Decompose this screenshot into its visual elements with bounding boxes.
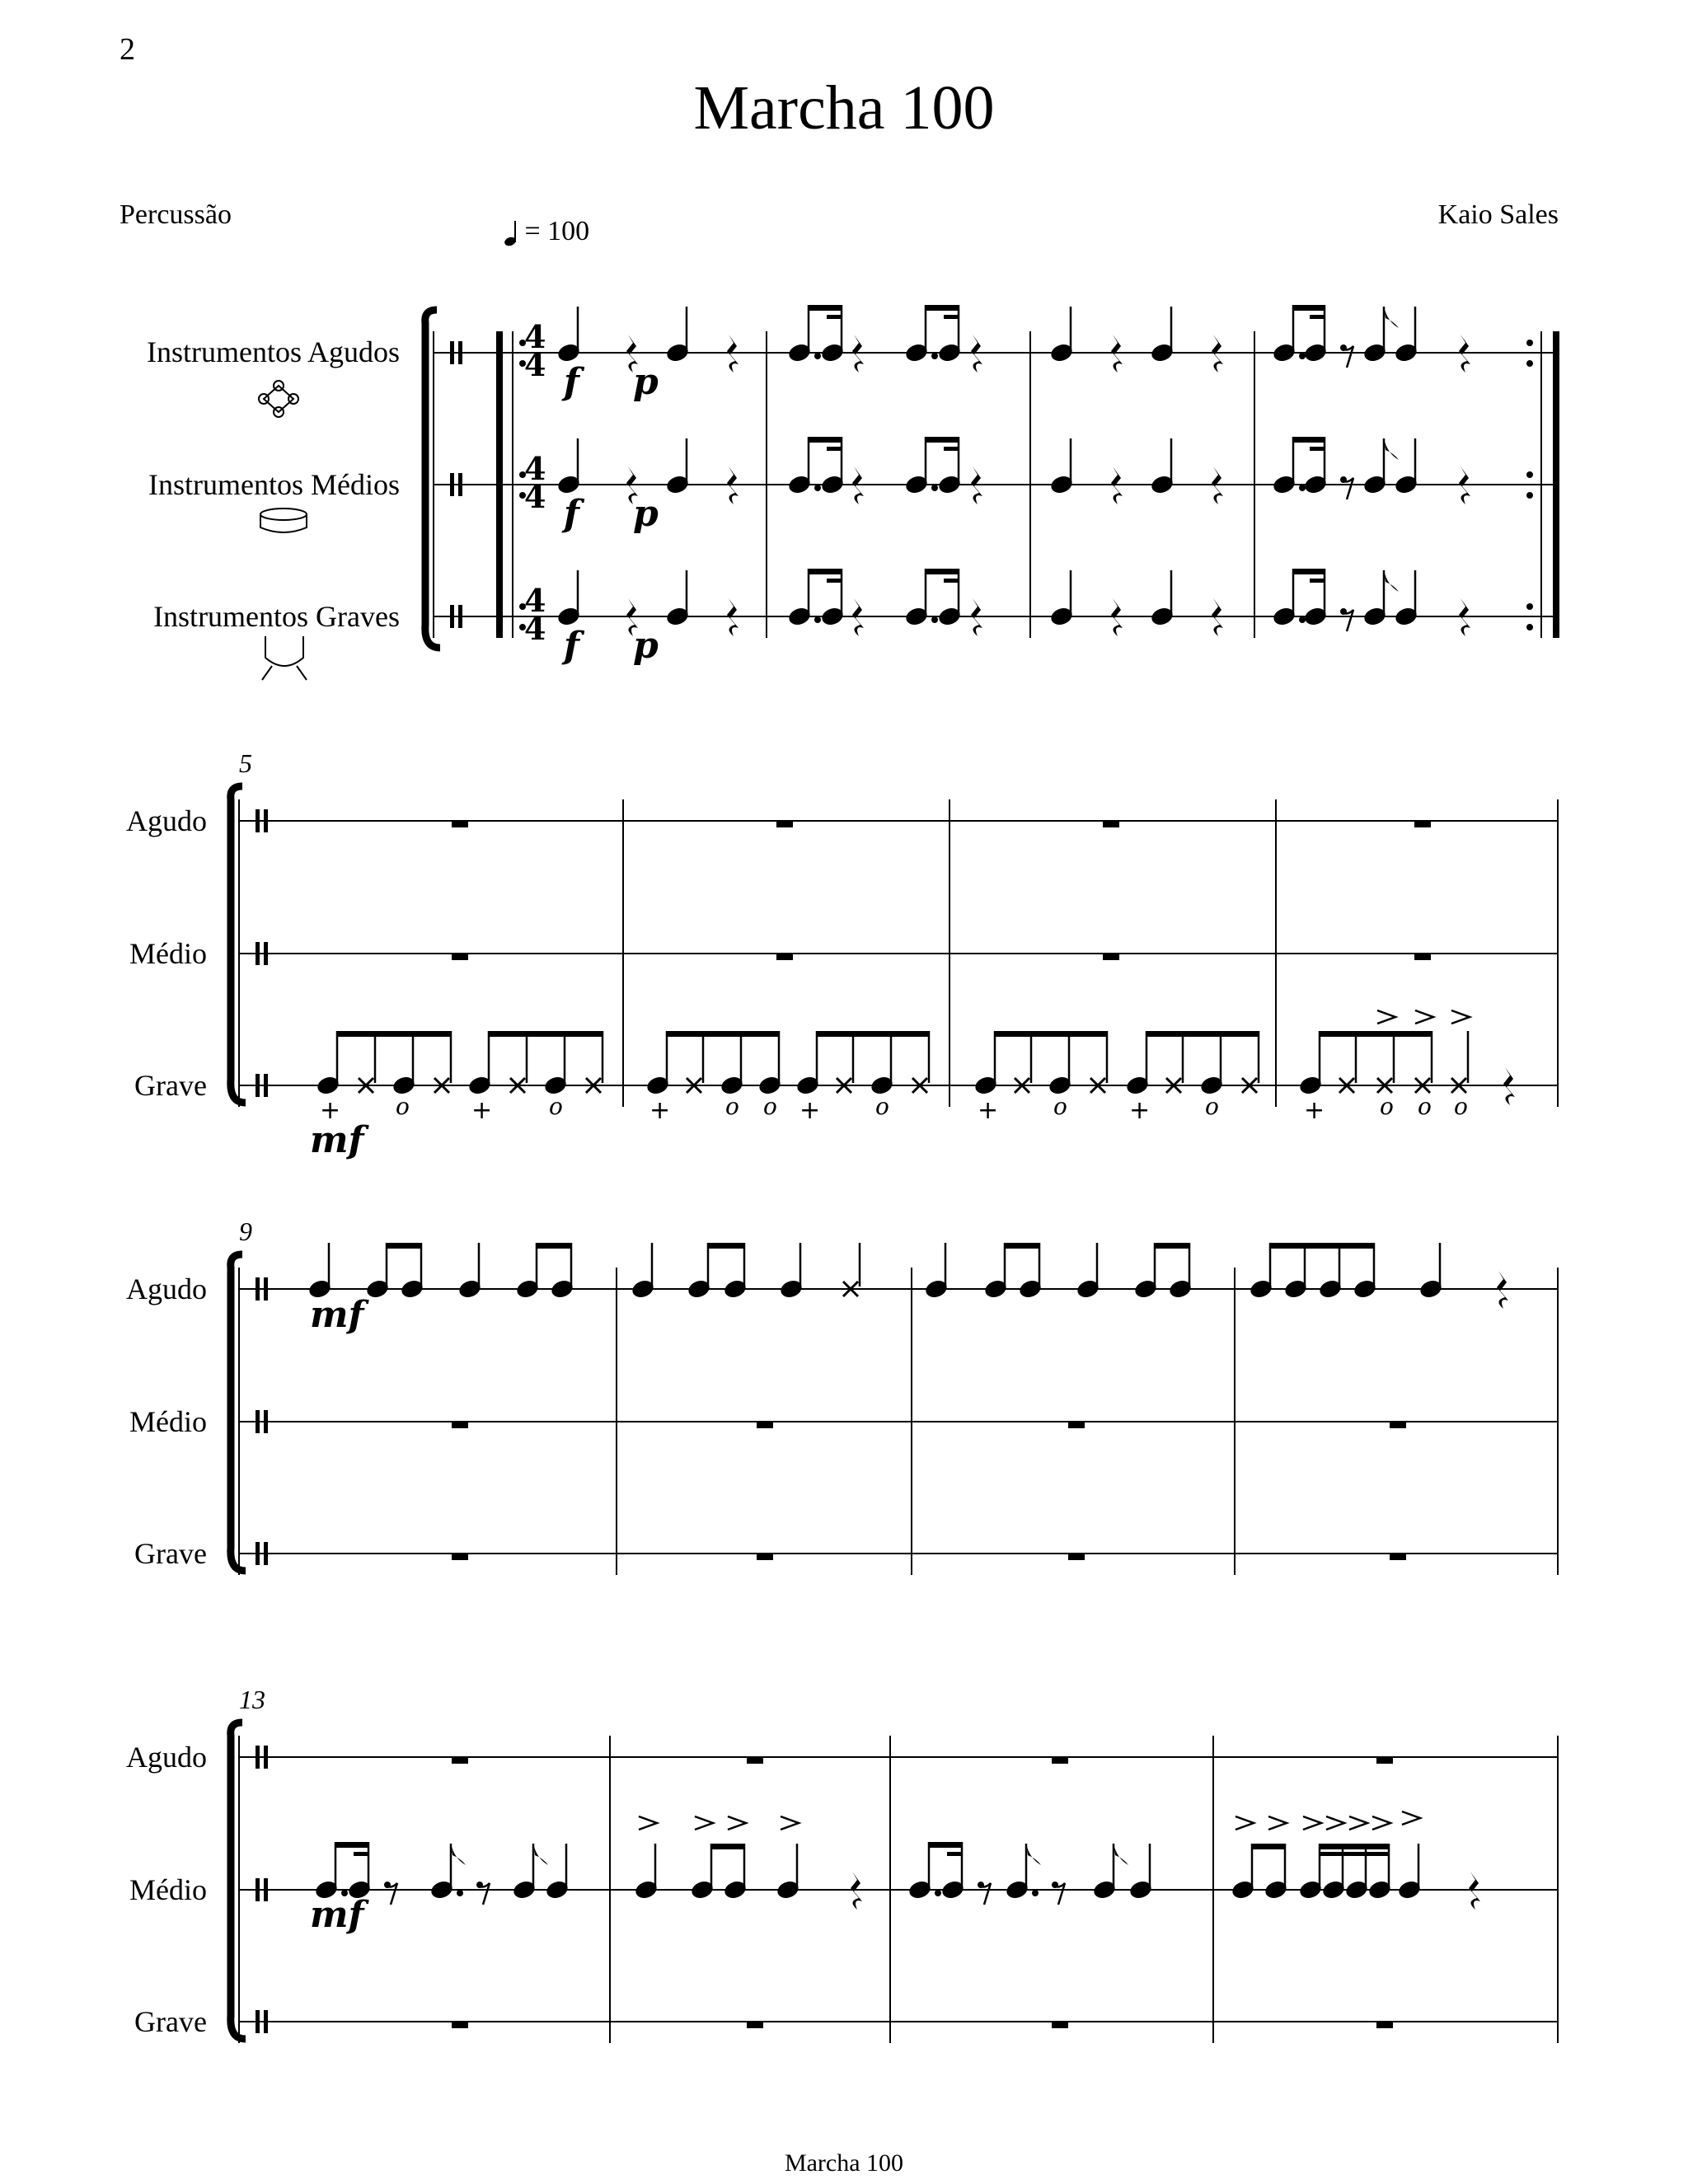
augmentation-dot xyxy=(931,485,938,491)
note-flag xyxy=(1384,570,1399,592)
augmentation-dot xyxy=(1299,616,1306,623)
staff-label-agudo: Agudo xyxy=(126,804,207,837)
beam xyxy=(944,579,959,583)
svg-text:+: + xyxy=(978,1096,999,1125)
beam xyxy=(947,1852,962,1856)
staff-label-medios: Instrumentos Médios xyxy=(148,468,400,501)
svg-text:4: 4 xyxy=(524,478,546,515)
svg-text:4: 4 xyxy=(524,318,546,355)
agogo-icon xyxy=(259,381,298,417)
score-title: Marcha 100 xyxy=(693,73,995,143)
beam xyxy=(995,1031,1107,1037)
beam xyxy=(944,447,959,451)
beam xyxy=(1005,1243,1039,1249)
svg-text:o: o xyxy=(396,1093,410,1120)
accent-mark xyxy=(1268,1816,1287,1830)
beam xyxy=(929,1842,962,1848)
beam xyxy=(708,1243,744,1249)
staff-label-agudo: Agudo xyxy=(126,1272,207,1305)
eighth-rest xyxy=(1055,1883,1065,1905)
beam xyxy=(1146,1031,1259,1037)
accent-mark xyxy=(1236,1816,1254,1830)
accent-mark xyxy=(1377,1010,1395,1024)
augmentation-dot xyxy=(1299,485,1306,491)
svg-text:o: o xyxy=(549,1093,563,1120)
beam xyxy=(1293,569,1325,574)
svg-text:o: o xyxy=(1380,1093,1394,1120)
beam xyxy=(387,1243,421,1249)
svg-text:+: + xyxy=(1304,1096,1325,1125)
dynamic-mark: p xyxy=(633,493,659,535)
staff-label-graves: Instrumentos Graves xyxy=(153,600,400,633)
beam xyxy=(1310,315,1325,319)
eighth-rest xyxy=(1343,478,1353,499)
note-flag xyxy=(1384,438,1399,460)
accent-mark xyxy=(1402,1811,1420,1825)
accent-mark xyxy=(695,1816,713,1830)
beam xyxy=(1293,437,1325,443)
augmentation-dot xyxy=(814,485,821,491)
page-number: 2 xyxy=(120,32,135,67)
svg-text:+: + xyxy=(649,1096,671,1125)
beam xyxy=(1320,1844,1389,1849)
eighth-rest xyxy=(1343,610,1353,631)
staff-label-grave: Grave xyxy=(134,2005,207,2038)
staff-label-agudos: Instrumentos Agudos xyxy=(146,335,400,368)
system-4 xyxy=(231,1722,1558,2043)
measure-number: 13 xyxy=(239,1685,265,1714)
dynamic-mark: f xyxy=(564,361,579,403)
dynamic-mark: p xyxy=(633,625,659,667)
beam xyxy=(667,1031,779,1037)
beam xyxy=(1270,1243,1374,1249)
measure-number: 5 xyxy=(239,748,252,778)
beam xyxy=(1320,1031,1432,1037)
svg-text:+: + xyxy=(799,1096,821,1125)
staff-label-grave: Grave xyxy=(134,1069,207,1102)
accent-mark xyxy=(1372,1816,1390,1830)
svg-text:o: o xyxy=(1454,1093,1468,1120)
eighth-rest xyxy=(1343,346,1353,368)
dynamic-mark: p xyxy=(633,361,659,403)
system-2 xyxy=(231,786,1558,1161)
dynamic-mark: f xyxy=(564,625,579,667)
staff-label-medio: Médio xyxy=(129,937,207,970)
augmentation-dot xyxy=(935,1890,941,1896)
svg-text:4: 4 xyxy=(524,582,546,619)
augmentation-dot xyxy=(1032,1890,1039,1896)
svg-text:o: o xyxy=(763,1093,777,1120)
beam xyxy=(809,569,842,574)
time-signature xyxy=(524,318,546,647)
augmentation-dot xyxy=(457,1890,463,1896)
beam xyxy=(926,305,959,311)
beam xyxy=(1252,1844,1285,1849)
beam xyxy=(817,1031,929,1037)
accent-mark xyxy=(728,1816,746,1830)
beam xyxy=(1155,1243,1189,1249)
svg-text:o: o xyxy=(1205,1093,1219,1120)
svg-text:4: 4 xyxy=(524,610,546,647)
beam xyxy=(1310,579,1325,583)
bass-drum-icon xyxy=(262,636,307,680)
accent-mark xyxy=(781,1816,799,1830)
beam xyxy=(335,1842,368,1848)
footer-title: Marcha 100 xyxy=(784,2149,904,2177)
svg-text:o: o xyxy=(875,1093,889,1120)
beam xyxy=(1310,447,1325,451)
dynamic-mark: mf xyxy=(310,1119,364,1161)
system-1 xyxy=(425,305,1559,667)
beam xyxy=(1293,305,1325,311)
system-3 xyxy=(231,1243,1558,1575)
dynamic-mark: f xyxy=(564,493,579,535)
svg-text:o: o xyxy=(1053,1093,1067,1120)
svg-text:+: + xyxy=(1129,1096,1151,1125)
augmentation-dot xyxy=(931,353,938,359)
staff-label-medio: Médio xyxy=(129,1405,207,1438)
beam xyxy=(926,437,959,443)
eighth-rest xyxy=(981,1883,991,1905)
note-flag xyxy=(1026,1844,1041,1865)
note-flag xyxy=(1114,1844,1128,1865)
augmentation-dot xyxy=(1299,353,1306,359)
accent-mark xyxy=(1451,1010,1470,1024)
beam xyxy=(944,315,959,319)
staff-label-agudo: Agudo xyxy=(126,1741,207,1774)
beam xyxy=(827,315,842,319)
dynamic-mark: mf xyxy=(310,1294,364,1336)
techniques xyxy=(320,1093,1468,1125)
snare-drum-icon xyxy=(260,509,307,532)
beam xyxy=(827,579,842,583)
svg-text:+: + xyxy=(320,1096,341,1125)
accent-mark xyxy=(1303,1816,1321,1830)
composer-name: Kaio Sales xyxy=(1437,199,1559,230)
beam xyxy=(809,437,842,443)
staff-label-grave: Grave xyxy=(134,1537,207,1570)
svg-text:4: 4 xyxy=(524,450,546,487)
accent-mark xyxy=(1326,1816,1344,1830)
svg-text:o: o xyxy=(725,1093,739,1120)
svg-text:4: 4 xyxy=(524,346,546,383)
beam xyxy=(337,1031,451,1037)
beam xyxy=(926,569,959,574)
augmentation-dot xyxy=(814,616,821,623)
beam xyxy=(711,1844,744,1849)
augmentation-dot xyxy=(931,616,938,623)
eighth-rest xyxy=(480,1883,490,1905)
beam xyxy=(827,447,842,451)
svg-text:+: + xyxy=(471,1096,493,1125)
augmentation-dot xyxy=(814,353,821,359)
svg-text:o: o xyxy=(1418,1093,1432,1120)
note-flag xyxy=(533,1844,548,1865)
note-flag xyxy=(1384,307,1399,328)
beam xyxy=(489,1031,603,1037)
staff-label-medio: Médio xyxy=(129,1873,207,1906)
dynamic-mark: mf xyxy=(310,1894,364,1936)
accent-mark xyxy=(1349,1816,1367,1830)
beam xyxy=(537,1243,571,1249)
beam xyxy=(1320,1852,1389,1856)
measure-number: 9 xyxy=(239,1216,252,1246)
beam xyxy=(809,305,842,311)
accent-mark xyxy=(1415,1010,1433,1024)
instrument-name: Percussão xyxy=(120,199,232,230)
accent-mark xyxy=(639,1816,657,1830)
note-flag xyxy=(451,1844,466,1865)
tempo-value: = 100 xyxy=(524,216,590,246)
eighth-rest xyxy=(387,1883,397,1905)
beam xyxy=(354,1852,368,1856)
